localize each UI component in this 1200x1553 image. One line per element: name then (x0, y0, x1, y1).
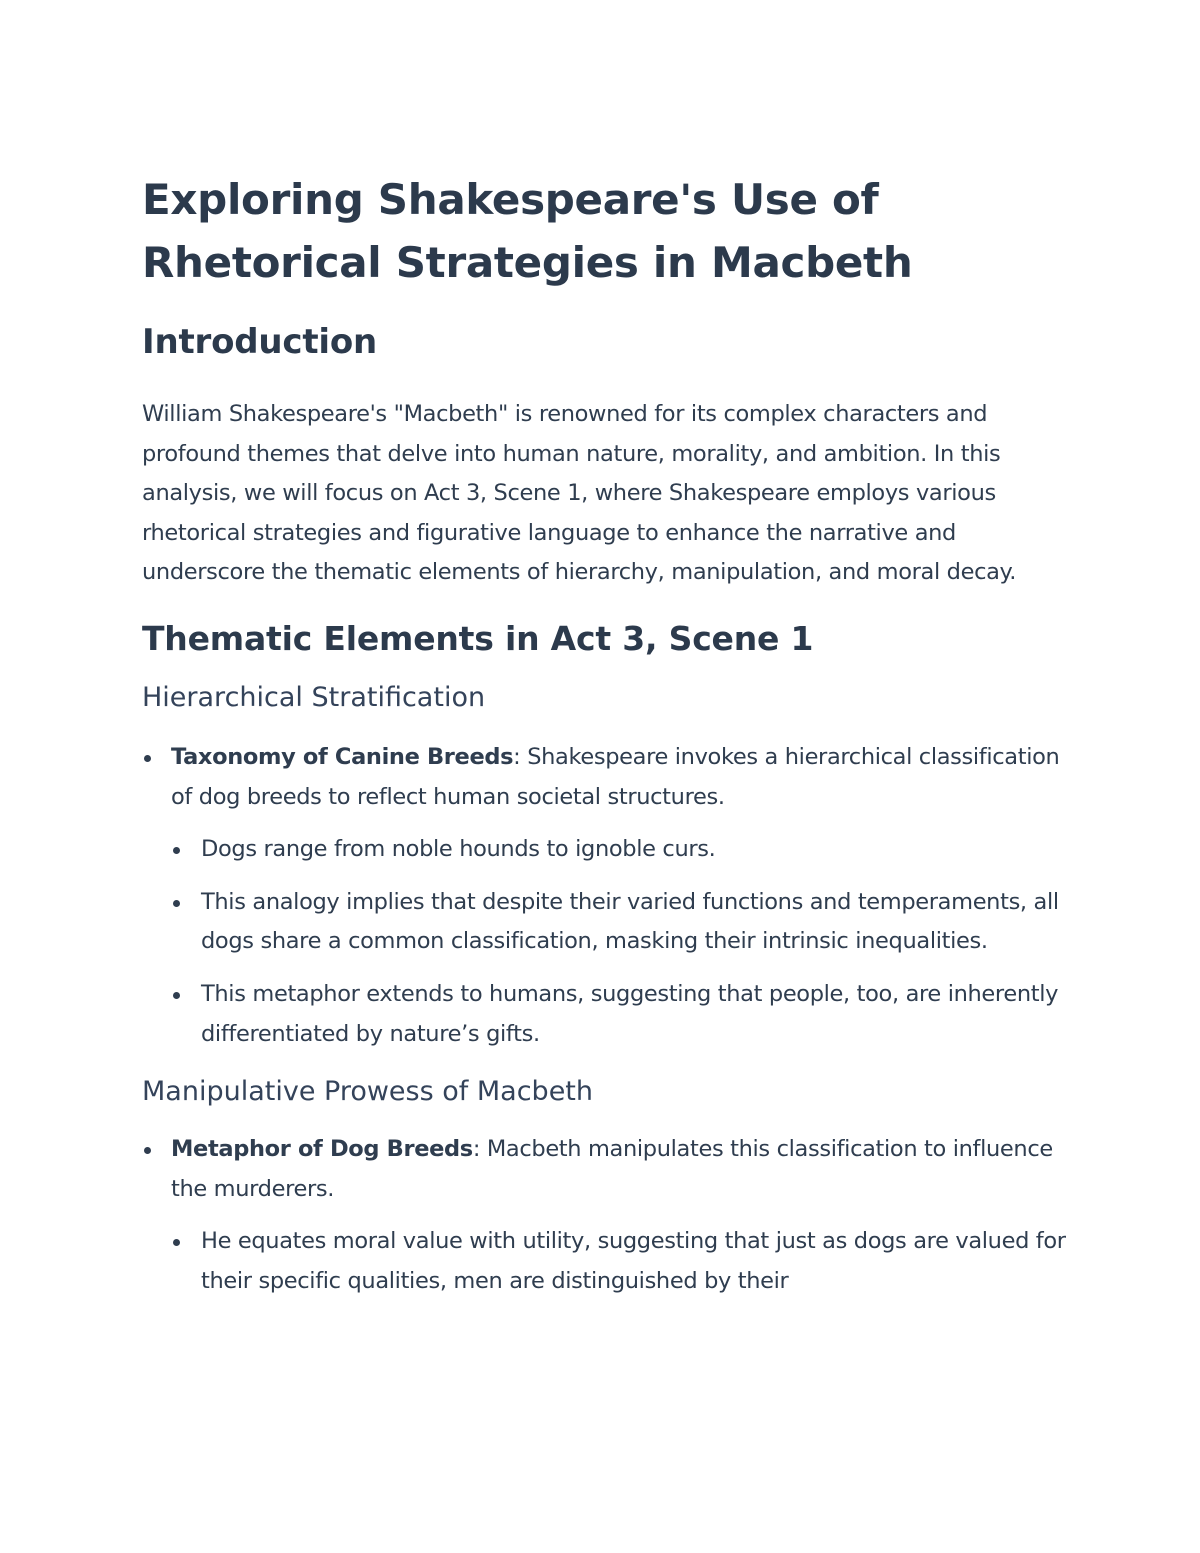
list-item-text: : Shakespeare invokes a hierarchical classification of dog breeds to reflect human societal structures. (171, 743, 1060, 810)
manipulative-sublist (142, 1222, 1072, 1301)
list-item (142, 1130, 1072, 1301)
document-title: Exploring Shakespeare's Use of Rhetorical Strategies in Macbeth (142, 175, 913, 287)
manipulative-prowess-heading: Manipulative Prowess of Macbeth (142, 1076, 593, 1108)
introduction-paragraph: William Shakespeare's "Macbeth" is renowned for its complex characters and profound themes that delve into human nature, morality, and ambition. In this analysis, we will focus on Act 3, Scene 1, where Shakespeare employs various rhetorical strategies and figurative language to enhance the narrative and underscore the thematic elements of hierarchy, manipulation, and moral decay. (142, 401, 1017, 586)
sublist-item-text: Dogs range from noble hounds to ignoble curs. (201, 836, 716, 863)
sublist-item (142, 1222, 1072, 1301)
bullet-icon (173, 847, 180, 854)
hierarchical-list (142, 738, 1072, 1054)
hierarchical-stratification-heading: Hierarchical Stratification (142, 681, 486, 713)
sublist-item-text: He equates moral value with utility, suggesting that just as dogs are valued for their specific qualities, men are distinguished by their (201, 1228, 1066, 1294)
list-item-term: Metaphor of Dog Breeds (171, 1136, 473, 1163)
sublist-item-text: This analogy implies that despite their varied functions and temperaments, all dogs share a common classification, masking their intrinsic inequalities. (201, 888, 1059, 955)
list-item-text: : Macbeth manipulates this classification to influence the murderers. (171, 1136, 1053, 1202)
list-item-term: Taxonomy of Canine Breeds (171, 743, 514, 770)
sublist-item-text: This metaphor extends to humans, suggesting that people, too, are inherently differentiated by nature’s gifts. (201, 980, 1059, 1047)
bullet-icon (173, 1239, 180, 1246)
sublist-item (142, 883, 1072, 962)
bullet-icon (144, 755, 151, 762)
bullet-icon (173, 900, 180, 907)
bullet-icon (173, 992, 180, 999)
bullet-icon (144, 1147, 151, 1154)
sublist-item (142, 830, 1072, 870)
manipulative-list (142, 1130, 1072, 1301)
introduction-heading: Introduction (142, 322, 378, 362)
thematic-elements-heading: Thematic Elements in Act 3, Scene 1 (142, 618, 814, 658)
hierarchical-sublist (142, 830, 1072, 1054)
sublist-item (142, 975, 1072, 1054)
document-page (142, 168, 1072, 1302)
list-item (142, 738, 1072, 1054)
